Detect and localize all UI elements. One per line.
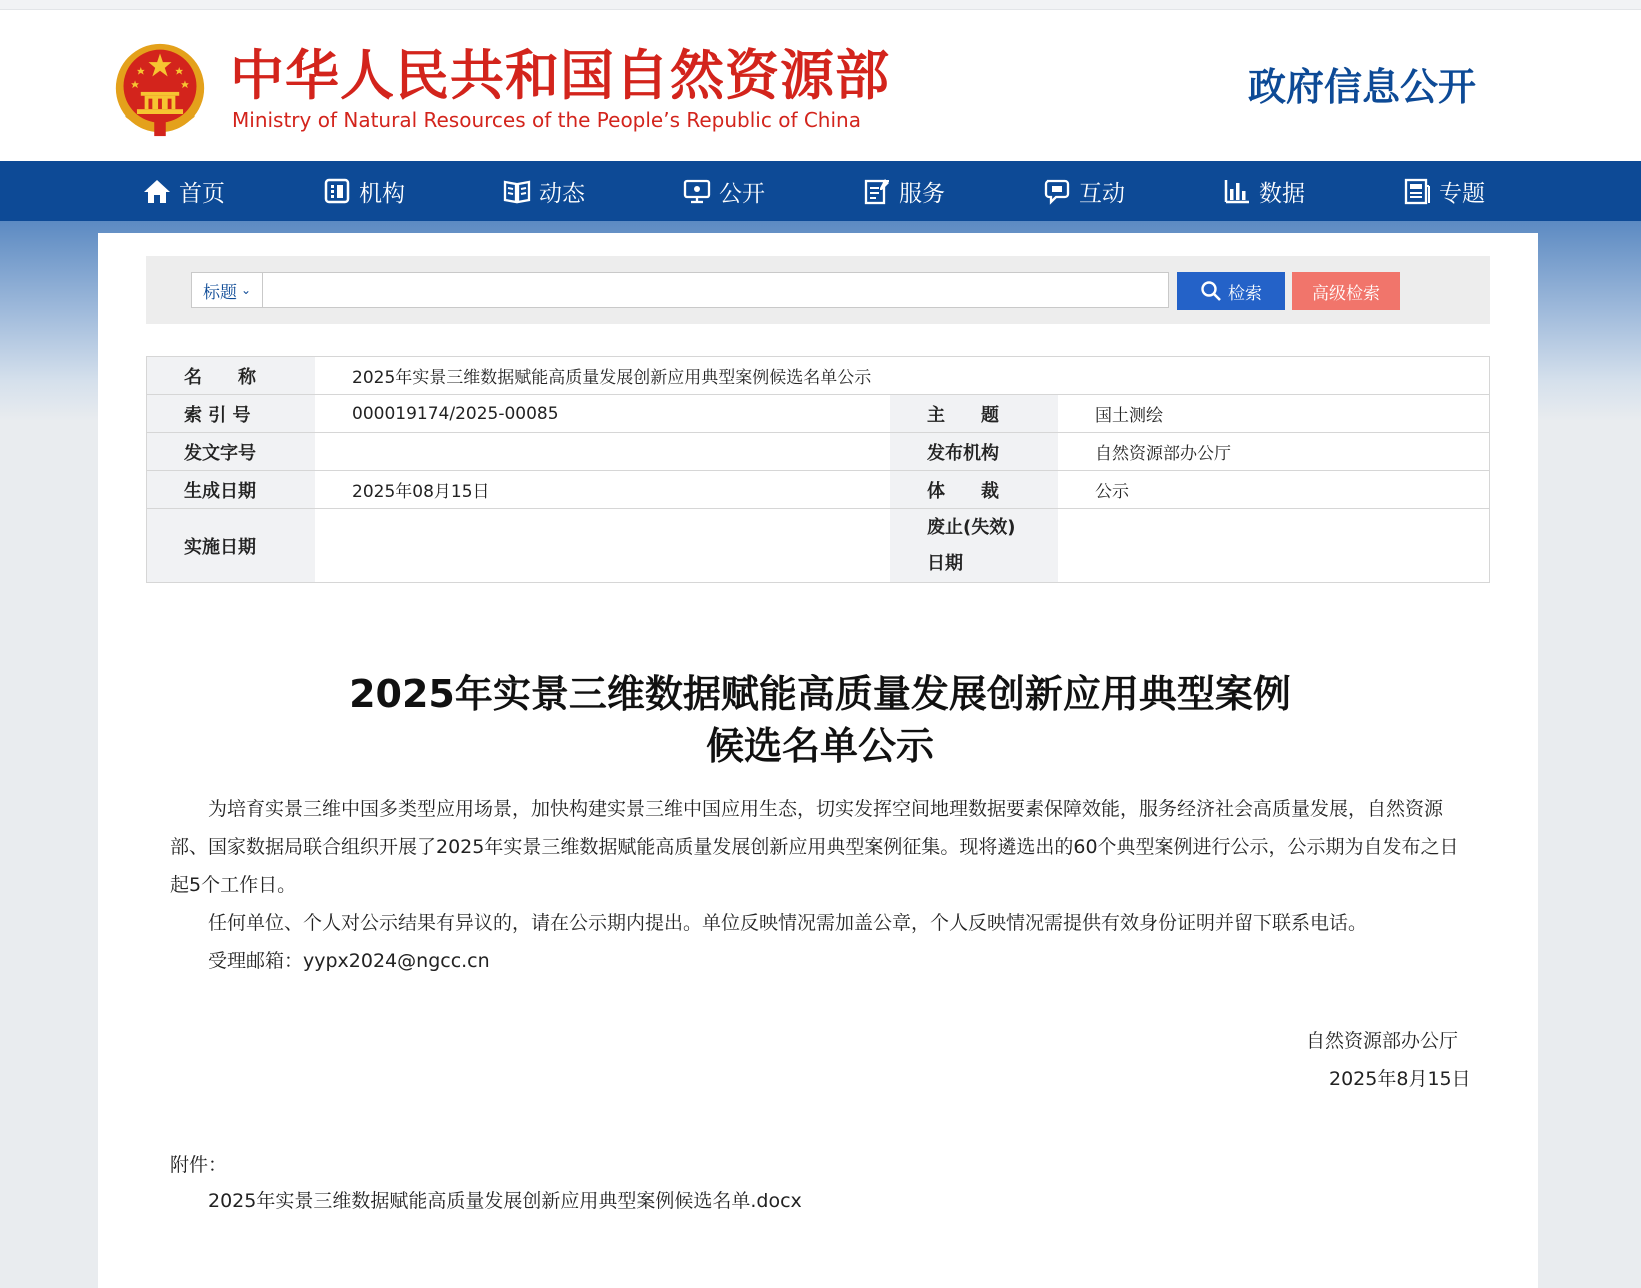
sign-date: 2025年8月15日 xyxy=(1329,1068,1471,1090)
meta-label-expire: 废止(失效) 日期 xyxy=(890,509,1058,582)
article-title-line: 2025年实景三维数据赋能高质量发展创新应用典型案例 xyxy=(349,672,1291,716)
nav-label: 数据 xyxy=(1259,180,1305,207)
search-input[interactable] xyxy=(264,275,1158,307)
meta-label-name: 名 称 xyxy=(147,357,315,394)
nav-item-topics[interactable] xyxy=(1403,161,1485,221)
nav-label: 首页 xyxy=(179,180,225,207)
signer: 自然资源部办公厅 xyxy=(1306,1030,1459,1052)
advanced-search-button[interactable] xyxy=(1292,272,1400,310)
meta-row-docno xyxy=(147,433,1489,471)
nav-label: 专题 xyxy=(1439,180,1485,207)
meta-value-created: 2025年08月15日 xyxy=(352,482,490,502)
meta-label-issuer: 发布机构 xyxy=(890,433,1058,470)
edit-document-icon xyxy=(863,177,891,205)
nav-item-data[interactable] xyxy=(1223,161,1305,221)
meta-label-effective: 实施日期 xyxy=(147,509,315,582)
meta-label-index: 索 引 号 xyxy=(147,395,315,432)
monitor-icon xyxy=(683,177,711,205)
nav-label: 机构 xyxy=(359,180,405,207)
search-button-label: 检索 xyxy=(1228,283,1262,304)
meta-row-name xyxy=(147,357,1489,395)
site-title-en: Ministry of Natural Resources of the People’s Republic of China xyxy=(232,108,861,132)
search-type-dropdown[interactable] xyxy=(192,273,263,307)
attachment-link[interactable]: 2025年实景三维数据赋能高质量发展创新应用典型案例候选名单.docx xyxy=(208,1190,802,1212)
article-title xyxy=(160,668,1480,772)
meta-row-created xyxy=(147,471,1489,509)
nav-label: 互动 xyxy=(1079,180,1125,207)
national-emblem-icon xyxy=(112,40,208,140)
article-title-line: 候选名单公示 xyxy=(705,724,934,768)
document-meta-table xyxy=(146,356,1490,583)
meta-label-docno: 发文字号 xyxy=(147,433,315,470)
site-header xyxy=(0,10,1641,161)
nav-label: 动态 xyxy=(539,180,585,207)
section-title: 政府信息公开 xyxy=(1248,65,1477,109)
search-type-label: 标题 xyxy=(202,282,237,303)
chevron-down-icon: ⌄ xyxy=(240,283,252,297)
contact-email: 受理邮箱：yypx2024@ngcc.cn xyxy=(208,950,490,972)
meta-value-name: 2025年实景三维数据赋能高质量发展创新应用典型案例候选名单公示 xyxy=(352,368,872,388)
main-nav xyxy=(0,161,1641,221)
nav-item-interaction[interactable] xyxy=(1043,161,1125,221)
home-icon xyxy=(143,177,171,205)
meta-value-issuer: 自然资源部办公厅 xyxy=(1095,444,1231,464)
nav-item-service[interactable] xyxy=(863,161,945,221)
site-title-cn: 中华人民共和国自然资源部 xyxy=(230,44,890,107)
nav-item-public[interactable] xyxy=(683,161,765,221)
search-icon xyxy=(1200,280,1222,302)
nav-label: 公开 xyxy=(719,180,765,207)
meta-value-topic: 国土测绘 xyxy=(1095,406,1163,426)
article-paragraph: 任何单位、个人对公示结果有异议的，请在公示期内提出。单位反映情况需加盖公章，个人反映情况需提供有效身份证明并留下联系电话。 xyxy=(208,912,1368,934)
nav-item-news[interactable] xyxy=(503,161,585,221)
attachment-label: 附件： xyxy=(170,1154,228,1176)
meta-value-genre: 公示 xyxy=(1095,482,1129,502)
chat-bubble-icon xyxy=(1043,177,1071,205)
search-box xyxy=(191,272,1169,308)
meta-label-created: 生成日期 xyxy=(147,471,315,508)
meta-value-index: 000019174/2025-00085 xyxy=(352,403,559,424)
meta-label-topic: 主 题 xyxy=(890,395,1058,432)
book-icon xyxy=(503,177,531,205)
top-strip xyxy=(0,0,1641,10)
organization-icon xyxy=(323,177,351,205)
meta-label-genre: 体 裁 xyxy=(890,471,1058,508)
bar-chart-icon xyxy=(1223,177,1251,205)
nav-item-organization[interactable] xyxy=(323,161,405,221)
newspaper-icon xyxy=(1403,177,1431,205)
article-paragraph: 为培育实景三维中国多类型应用场景，加快构建实景三维中国应用生态，切实发挥空间地理数据要素保障效能，服务经济社会高质量发展，自然资源部、国家数据局联合组织开展了2025年实景三维数据赋能高质量发展创新应用典型案例征集。现将遴选出的60个典型案例进行公示，公示期为自发布之日起5个工作日。 xyxy=(170,798,1459,896)
meta-row-dates xyxy=(147,509,1489,582)
nav-label: 服务 xyxy=(899,180,945,207)
meta-row-index xyxy=(147,395,1489,433)
advanced-search-label: 高级检索 xyxy=(1312,283,1380,304)
nav-item-home[interactable] xyxy=(143,161,225,221)
search-button[interactable] xyxy=(1177,272,1285,310)
